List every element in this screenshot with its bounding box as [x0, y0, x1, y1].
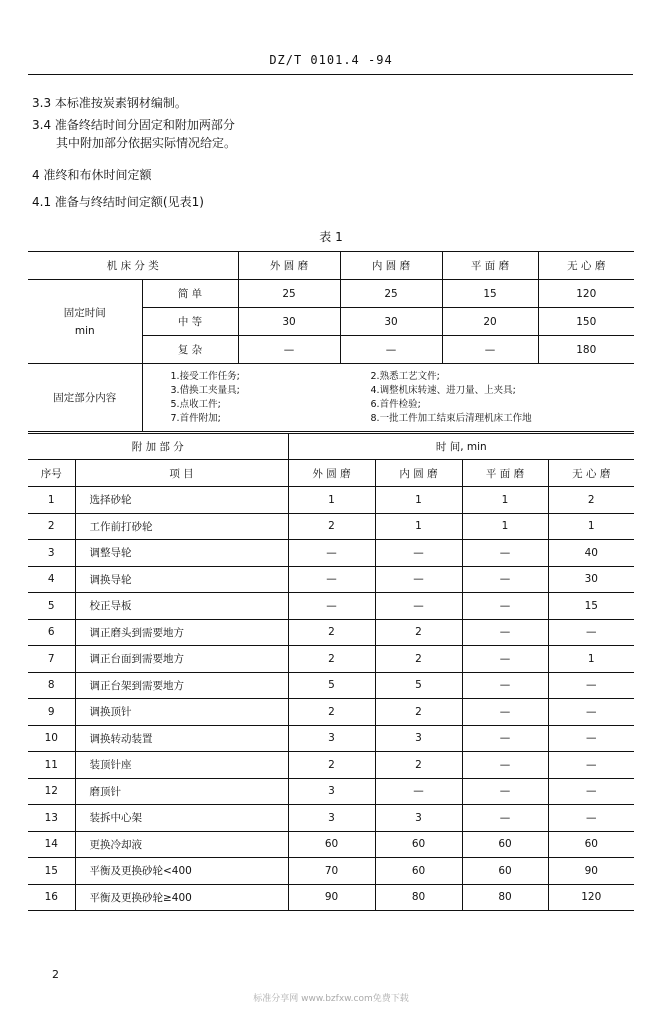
table-row [28, 487, 634, 514]
value-cell: 3 [288, 778, 375, 805]
row-number: 13 [28, 805, 75, 832]
content-left-list [171, 370, 371, 426]
table-row [28, 280, 634, 308]
header-rule [28, 74, 633, 75]
value-cell: — [462, 778, 548, 805]
header-external-grinder: 外 圆 磨 [238, 252, 340, 280]
value-cell: — [548, 619, 634, 646]
fixed-content-label: 固定部分内容 [28, 364, 142, 432]
paragraph-3-4-line2: 其中附加部分依据实际情况给定。 [56, 136, 237, 150]
additional-time-table [28, 433, 634, 911]
table-header-row [28, 252, 634, 280]
value-cell: 3 [375, 725, 462, 752]
table-row [28, 725, 634, 752]
additional-section-label: 附 加 部 分 [28, 434, 288, 460]
additional-rows [28, 487, 634, 911]
header-item: 项 目 [75, 460, 288, 487]
row-item: 工作前打砂轮 [75, 513, 288, 540]
value-cell: 1 [288, 487, 375, 514]
value-cell: — [462, 752, 548, 779]
value-cell: — [462, 540, 548, 567]
header-internal-grinder: 内 圆 磨 [375, 460, 462, 487]
row-number: 3 [28, 540, 75, 567]
content-item: 2.熟悉工艺文件; [370, 370, 440, 382]
row-item: 调正台架到需要地方 [75, 672, 288, 699]
table-row [28, 566, 634, 593]
value-cell: 150 [538, 308, 634, 336]
value-cell: 1 [548, 646, 634, 673]
content-right-list [371, 370, 532, 426]
value-cell: 90 [548, 858, 634, 885]
value-cell: 2 [288, 752, 375, 779]
table-row [28, 513, 634, 540]
value-cell: 3 [288, 725, 375, 752]
table-row [28, 672, 634, 699]
row-number: 11 [28, 752, 75, 779]
section-4-1-heading: 4.1 准备与终结时间定额(见表1) [32, 195, 204, 209]
row-number: 1 [28, 487, 75, 514]
table-row [28, 831, 634, 858]
value-cell: — [462, 619, 548, 646]
value-cell: 5 [375, 672, 462, 699]
row-item: 调换转动装置 [75, 725, 288, 752]
value-cell: 20 [442, 308, 538, 336]
value-cell: 25 [340, 280, 442, 308]
header-machine-class: 机 床 分 类 [28, 252, 238, 280]
table-caption: 表 1 [319, 230, 343, 244]
level-cell: 简 单 [142, 280, 238, 308]
row-number: 8 [28, 672, 75, 699]
row-item: 装拆中心架 [75, 805, 288, 832]
value-cell: 1 [462, 487, 548, 514]
table-row [28, 540, 634, 567]
value-cell: 15 [548, 593, 634, 620]
section-4-heading: 4 准终和布休时间定额 [32, 168, 152, 182]
value-cell: — [375, 540, 462, 567]
column-header-row [28, 460, 634, 487]
fixed-content-cell [142, 364, 634, 432]
value-cell: 3 [375, 805, 462, 832]
header-surface-grinder: 平 面 磨 [442, 252, 538, 280]
row-number: 9 [28, 699, 75, 726]
row-number: 5 [28, 593, 75, 620]
header-internal-grinder: 内 圆 磨 [340, 252, 442, 280]
value-cell: — [548, 805, 634, 832]
value-cell: 40 [548, 540, 634, 567]
table-row [28, 778, 634, 805]
value-cell: 5 [288, 672, 375, 699]
fixed-time-label [28, 280, 142, 364]
row-item: 装顶针座 [75, 752, 288, 779]
value-cell: 180 [538, 336, 634, 364]
row-item: 平衡及更换砂轮<400 [75, 858, 288, 885]
value-cell: 2 [375, 646, 462, 673]
row-number: 14 [28, 831, 75, 858]
value-cell: 3 [288, 805, 375, 832]
fixed-time-table [28, 251, 634, 432]
fixed-time-label-text: 固定时间 [63, 306, 106, 319]
value-cell: 60 [462, 831, 548, 858]
table-row [28, 593, 634, 620]
value-cell: — [462, 646, 548, 673]
paragraph-3-3: 3.3 本标准按炭素钢材编制。 [32, 96, 187, 110]
row-item: 校正导板 [75, 593, 288, 620]
value-cell: — [548, 778, 634, 805]
value-cell: 60 [375, 831, 462, 858]
value-cell: — [340, 336, 442, 364]
table-row [28, 619, 634, 646]
value-cell: — [375, 566, 462, 593]
paragraph-3-4-line1: 3.4 准备终结时间分固定和附加两部分 [32, 118, 235, 132]
value-cell: 60 [375, 858, 462, 885]
header-centerless-grinder: 无 心 磨 [548, 460, 634, 487]
value-cell: 2 [375, 752, 462, 779]
value-cell: 25 [238, 280, 340, 308]
row-number: 15 [28, 858, 75, 885]
value-cell: 70 [288, 858, 375, 885]
value-cell: — [548, 752, 634, 779]
row-item: 平衡及更换砂轮≥400 [75, 884, 288, 911]
content-item: 6.首件检验; [370, 398, 421, 410]
row-number: 6 [28, 619, 75, 646]
value-cell: — [442, 336, 538, 364]
value-cell: 2 [288, 619, 375, 646]
value-cell: 30 [548, 566, 634, 593]
value-cell: 2 [288, 513, 375, 540]
header-centerless-grinder: 无 心 磨 [538, 252, 634, 280]
value-cell: 30 [340, 308, 442, 336]
row-number: 12 [28, 778, 75, 805]
value-cell: — [462, 699, 548, 726]
table-row [28, 884, 634, 911]
row-number: 10 [28, 725, 75, 752]
value-cell: 80 [462, 884, 548, 911]
value-cell: — [288, 540, 375, 567]
value-cell: — [462, 725, 548, 752]
content-item: 1.接受工作任务; [170, 370, 240, 382]
section-header-row [28, 434, 634, 460]
value-cell: — [288, 566, 375, 593]
table-row [28, 699, 634, 726]
row-item: 更换冷却液 [75, 831, 288, 858]
value-cell: 120 [538, 280, 634, 308]
row-item: 调正台面到需要地方 [75, 646, 288, 673]
content-item: 8.一批工件加工结束后清理机床工作地 [370, 412, 532, 424]
document-code-header: DZ/T 0101.4 -94 [269, 53, 393, 67]
value-cell: 1 [462, 513, 548, 540]
row-number: 4 [28, 566, 75, 593]
value-cell: — [462, 805, 548, 832]
fixed-time-label-unit: min [74, 324, 95, 337]
table-row [28, 805, 634, 832]
header-surface-grinder: 平 面 磨 [462, 460, 548, 487]
value-cell: 60 [548, 831, 634, 858]
value-cell: 15 [442, 280, 538, 308]
value-cell: 90 [288, 884, 375, 911]
watermark: 标准分享网 www.bzfxw.com免费下载 [253, 994, 409, 1004]
value-cell: 80 [375, 884, 462, 911]
value-cell: — [462, 672, 548, 699]
value-cell: — [238, 336, 340, 364]
row-item: 选择砂轮 [75, 487, 288, 514]
value-cell: — [375, 778, 462, 805]
value-cell: — [462, 593, 548, 620]
row-item: 调整导轮 [75, 540, 288, 567]
value-cell: 2 [288, 646, 375, 673]
table-row [28, 752, 634, 779]
table-row [28, 858, 634, 885]
row-item: 调正磨头到需要地方 [75, 619, 288, 646]
value-cell: 2 [375, 699, 462, 726]
value-cell: 120 [548, 884, 634, 911]
row-number: 2 [28, 513, 75, 540]
value-cell: 2 [548, 487, 634, 514]
table-row [28, 646, 634, 673]
value-cell: — [462, 566, 548, 593]
row-item: 调换顶针 [75, 699, 288, 726]
level-cell: 复 杂 [142, 336, 238, 364]
value-cell: — [548, 725, 634, 752]
time-unit-label: 时 间, min [288, 434, 634, 460]
row-number: 16 [28, 884, 75, 911]
row-number: 7 [28, 646, 75, 673]
value-cell: — [288, 593, 375, 620]
value-cell: 30 [238, 308, 340, 336]
content-item: 7.首件附加; [170, 412, 221, 424]
value-cell: 2 [375, 619, 462, 646]
value-cell: 60 [462, 858, 548, 885]
value-cell: 1 [375, 487, 462, 514]
page-number: 2 [52, 968, 59, 981]
level-cell: 中 等 [142, 308, 238, 336]
value-cell: 1 [548, 513, 634, 540]
content-item: 5.点收工件; [170, 398, 221, 410]
content-item: 3.借换工夹量具; [170, 384, 240, 396]
header-external-grinder: 外 圆 磨 [288, 460, 375, 487]
content-row [28, 364, 634, 432]
row-item: 调换导轮 [75, 566, 288, 593]
content-item: 4.调整机床转速、进刀量、上夹具; [370, 384, 516, 396]
header-sequence: 序号 [28, 460, 75, 487]
value-cell: 60 [288, 831, 375, 858]
row-item: 磨顶针 [75, 778, 288, 805]
value-cell: — [548, 699, 634, 726]
value-cell: 1 [375, 513, 462, 540]
value-cell: — [548, 672, 634, 699]
value-cell: 2 [288, 699, 375, 726]
value-cell: — [375, 593, 462, 620]
